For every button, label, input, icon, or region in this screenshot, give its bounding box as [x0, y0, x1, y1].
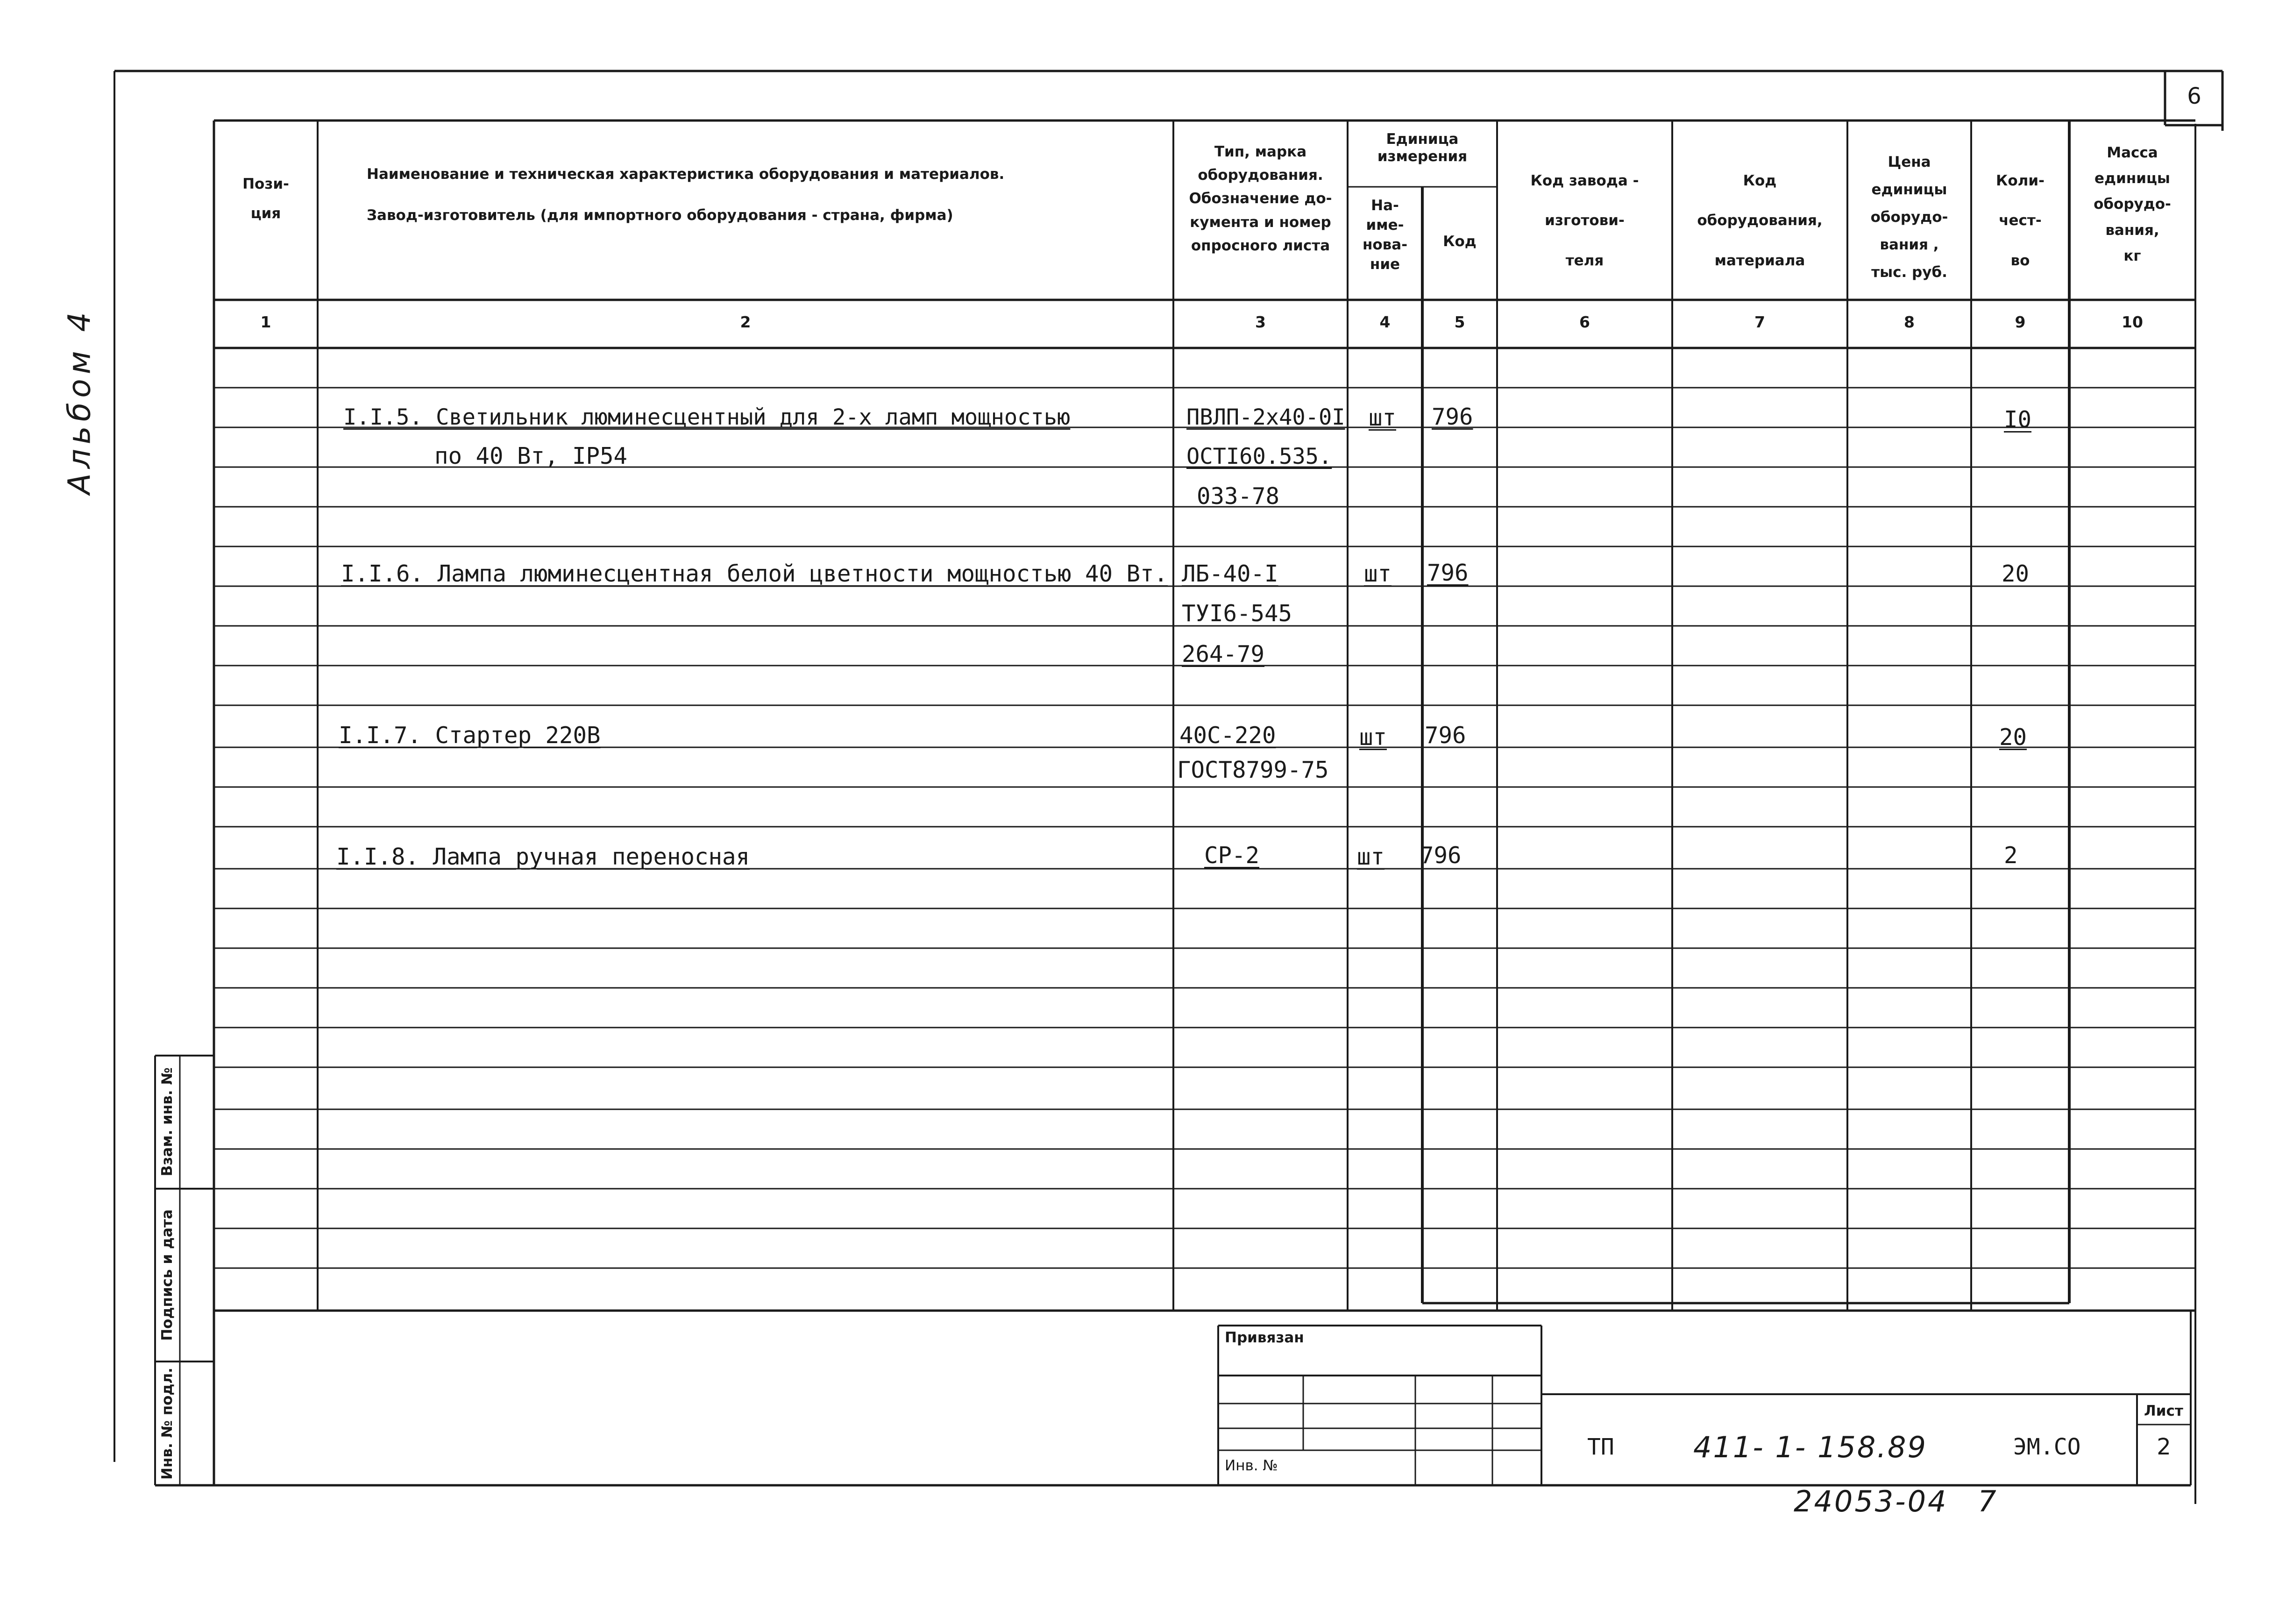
item-type: ГОСТ8799-75: [1177, 757, 1329, 783]
item-type: ТУI6-545: [1182, 600, 1292, 627]
col-number: 4: [1379, 313, 1391, 331]
item-code: 796: [1420, 842, 1462, 869]
item-type: 40С-220: [1179, 722, 1276, 749]
item-name: I.I.8. Лампа ручная переносная: [336, 844, 750, 870]
item-type: 264-79: [1182, 641, 1265, 667]
item-name: I.I.5. Светильник люминесцентный для 2-х ламп мощностью: [343, 404, 1071, 430]
archive-number-main: 24053-04: [1794, 1484, 1948, 1518]
header-type: Тип, марка оборудования. Обозначение до- кумента и номер опросного листа: [1189, 143, 1332, 254]
header-unit-name: На- име- нова- ние: [1362, 197, 1408, 273]
item-qty: 2: [2004, 842, 2018, 869]
item-type: СР-2: [1204, 842, 1260, 869]
doc-code: ЭМ.СО: [2013, 1434, 2081, 1460]
item-qty: 20: [1999, 724, 2027, 751]
item-type: 033-78: [1197, 483, 1280, 510]
item-code: 796: [1425, 722, 1466, 749]
col-number: 3: [1255, 313, 1266, 331]
item-qty: I0: [2004, 406, 2032, 433]
item-qty: 20: [2002, 560, 2030, 587]
item-type: ПВЛП-2х40-0I: [1186, 404, 1345, 430]
item-type: ЛБ-40-I: [1182, 560, 1278, 587]
col-number: 5: [1454, 313, 1465, 331]
archive-number: [1794, 1484, 1998, 1518]
item-code: 796: [1427, 560, 1469, 586]
header-name: Наименование и техническая характеристика оборудования и материалов. Завод-изготовитель (для импортного оборудования - страна, фирма): [367, 166, 1005, 224]
item-unit: шт: [1364, 560, 1392, 587]
item-unit: шт: [1369, 404, 1397, 431]
item-name: I.I.6. Лампа люминесцентная белой цветности мощностью 40 Вт.: [341, 560, 1168, 587]
item-name: I.I.7. Стартер 220В: [339, 722, 601, 749]
item-name-cont: по 40 Вт, IP54: [434, 443, 628, 469]
item-unit: шт: [1359, 724, 1387, 751]
archive-number-suffix: 7: [1978, 1484, 1998, 1518]
album-label: Альбом 4: [61, 307, 98, 495]
header-factory-code: Код завода - изготови- теля: [1530, 172, 1639, 269]
sheet-label: Лист: [2144, 1403, 2183, 1419]
header-price: Цена единицы оборудо- вания , тыс. руб.: [1870, 154, 1948, 281]
sheet-value: 2: [2157, 1434, 2171, 1460]
col-number: 10: [2122, 313, 2143, 331]
col-number: 6: [1579, 313, 1590, 331]
col-number: 7: [1754, 313, 1765, 331]
item-unit: шт: [1357, 844, 1385, 870]
col-number: 1: [260, 313, 271, 331]
bound-label: Привязан: [1225, 1329, 1304, 1346]
header-mass: Масса единицы оборудо- вания, кг: [2094, 144, 2171, 264]
header-unit-group: Единица измерения: [1377, 131, 1468, 165]
sign-date-label: Подпись и дата: [159, 1209, 176, 1341]
header-position: Пози- ция: [242, 176, 289, 222]
header-equipment-code: Код оборудования, материала: [1697, 172, 1823, 269]
tp-label: ТП: [1587, 1434, 1614, 1460]
item-type: ОСТI60.535.: [1186, 444, 1332, 469]
sheet-number: 6: [2187, 83, 2201, 109]
inv-number-label: Инв. №: [1225, 1457, 1278, 1474]
header-quantity: Коли- чест- во: [1996, 172, 2045, 269]
item-code: 796: [1432, 404, 1473, 430]
col-number: 2: [740, 313, 751, 331]
inv-original-label: Инв. № подл.: [159, 1368, 176, 1480]
inv-replace-label: Взам. инв. №: [159, 1067, 176, 1177]
col-number: 8: [1904, 313, 1915, 331]
project-number: 411- 1- 158.89: [1693, 1430, 1927, 1464]
header-unit-code: Код: [1443, 233, 1477, 250]
col-number: 9: [2015, 313, 2026, 331]
